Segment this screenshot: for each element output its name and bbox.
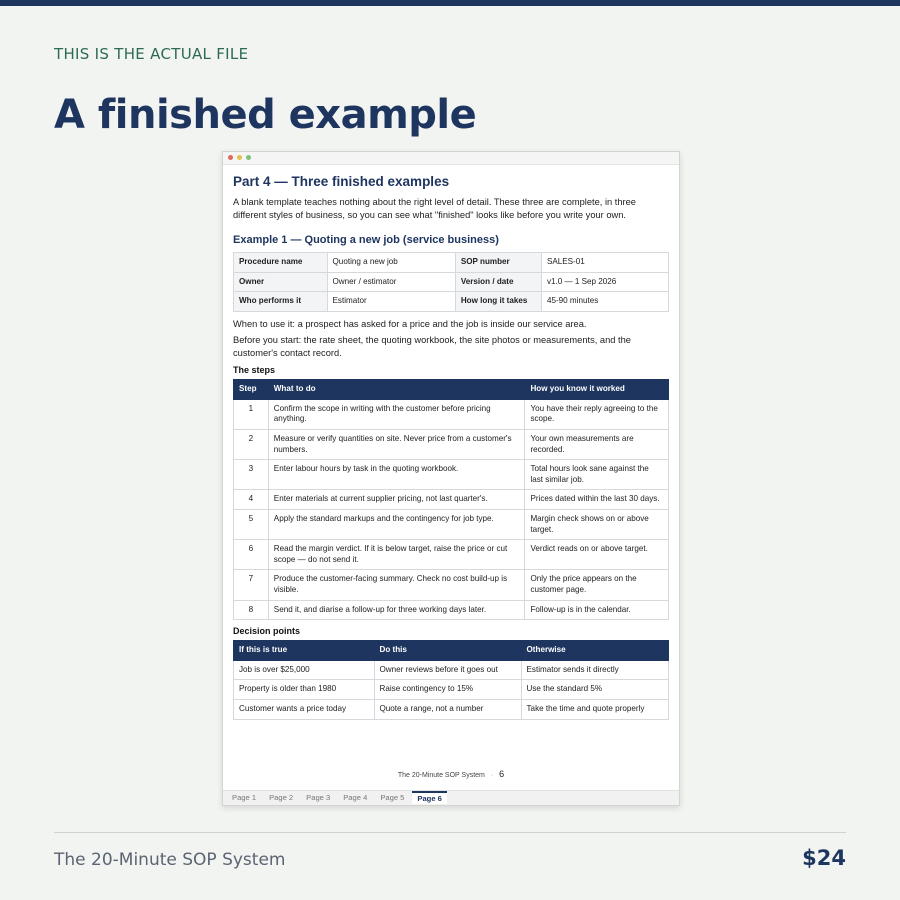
steps-heading: The steps — [233, 365, 276, 376]
before-you-start-text: Before you start: the rate sheet, the quoting workbook, the site photos or measurements, and the customer's contact record. — [233, 335, 631, 358]
column-header: Step — [234, 380, 269, 400]
step-action: Enter labour hours by task in the quoting workbook. — [268, 460, 525, 490]
page-tabs — [223, 790, 679, 805]
decision-condition: Job is over $25,000 — [234, 660, 375, 680]
step-action: Confirm the scope in writing with the customer before pricing anything. — [268, 399, 525, 429]
meta-label: Procedure name — [234, 253, 328, 273]
decision-action: Owner reviews before it goes out — [374, 660, 521, 680]
table-header-row — [234, 380, 669, 400]
intro-paragraph: A blank template teaches nothing about the right level of detail. These three are complete, in three different styles of business, so you can see what "finished" looks like before you write your own. — [233, 197, 636, 220]
step-check: Only the price appears on the customer page. — [525, 570, 669, 600]
meta-value: Estimator — [327, 292, 455, 312]
tab-page-3[interactable]: Page 3 — [306, 793, 331, 802]
decision-otherwise: Use the standard 5% — [521, 680, 668, 700]
meta-label: Version / date — [455, 272, 541, 292]
step-action: Enter materials at current supplier pricing, not last quarter's. — [268, 490, 525, 510]
decision-points-heading: Decision points — [233, 626, 301, 637]
table-row — [234, 272, 669, 292]
when-to-use-text: When to use it: a prospect has asked for a price and the job is inside our service area. — [233, 318, 587, 329]
headline: A finished example — [54, 92, 477, 138]
column-header: What to do — [268, 380, 525, 400]
meta-value: Owner / estimator — [327, 272, 455, 292]
table-row — [234, 680, 669, 700]
step-number: 4 — [234, 490, 269, 510]
step-number: 1 — [234, 399, 269, 429]
step-check: Margin check shows on or above target. — [525, 510, 669, 540]
procedure-meta-table — [233, 252, 669, 312]
window-chrome — [223, 152, 679, 165]
table-row — [234, 430, 669, 460]
decision-otherwise: Take the time and quote properly — [521, 699, 668, 719]
table-row — [234, 600, 669, 620]
step-number: 7 — [234, 570, 269, 600]
meta-label: How long it takes — [455, 292, 541, 312]
meta-value: v1.0 — 1 Sep 2026 — [541, 272, 668, 292]
meta-value: SALES-01 — [541, 253, 668, 273]
step-action: Measure or verify quantities on site. Never price from a customer's numbers. — [268, 430, 525, 460]
meta-label: Who performs it — [234, 292, 328, 312]
column-header: Otherwise — [521, 641, 668, 661]
tab-page-2[interactable]: Page 2 — [269, 793, 294, 802]
document-preview-window — [222, 151, 680, 806]
eyebrow-label: THIS IS THE ACTUAL FILE — [54, 45, 249, 63]
tab-page-5[interactable]: Page 5 — [380, 793, 405, 802]
meta-value: 45-90 minutes — [541, 292, 668, 312]
table-row — [234, 699, 669, 719]
step-check: Your own measurements are recorded. — [525, 430, 669, 460]
step-check: Follow-up is in the calendar. — [525, 600, 669, 620]
step-check: You have their reply agreeing to the scope. — [525, 399, 669, 429]
meta-value: Quoting a new job — [327, 253, 455, 273]
step-action: Apply the standard markups and the contingency for job type. — [268, 510, 525, 540]
meta-label: Owner — [234, 272, 328, 292]
table-row — [234, 490, 669, 510]
page-footer — [223, 769, 679, 779]
step-check: Verdict reads on or above target. — [525, 540, 669, 570]
table-row — [234, 292, 669, 312]
tab-page-6[interactable]: Page 6 — [412, 791, 446, 804]
steps-table — [233, 379, 669, 620]
decision-points-table — [233, 640, 669, 719]
decision-action: Quote a range, not a number — [374, 699, 521, 719]
step-action: Send it, and diarise a follow-up for three working days later. — [268, 600, 525, 620]
decision-condition: Customer wants a price today — [234, 699, 375, 719]
step-number: 8 — [234, 600, 269, 620]
table-row — [234, 399, 669, 429]
column-header: Do this — [374, 641, 521, 661]
step-number: 3 — [234, 460, 269, 490]
decision-action: Raise contingency to 15% — [374, 680, 521, 700]
close-dot-icon — [228, 155, 233, 160]
document-page — [223, 165, 679, 720]
footer-separator: · — [490, 772, 494, 779]
step-action: Produce the customer-facing summary. Check no cost build-up is visible. — [268, 570, 525, 600]
part-title: Part 4 — Three finished examples — [233, 174, 450, 189]
product-title: The 20-Minute SOP System — [54, 850, 286, 870]
table-row — [234, 253, 669, 273]
page-footer-title: The 20-Minute SOP System — [397, 772, 485, 779]
page-number: 6 — [499, 769, 505, 779]
step-number: 2 — [234, 430, 269, 460]
table-row — [234, 660, 669, 680]
table-header-row — [234, 641, 669, 661]
top-accent-bar — [0, 0, 900, 6]
tab-page-4[interactable]: Page 4 — [343, 793, 368, 802]
table-row — [234, 540, 669, 570]
maximize-dot-icon — [246, 155, 251, 160]
footer-divider — [54, 832, 846, 833]
step-check: Prices dated within the last 30 days. — [525, 490, 669, 510]
step-number: 6 — [234, 540, 269, 570]
decision-condition: Property is older than 1980 — [234, 680, 375, 700]
column-header: How you know it worked — [525, 380, 669, 400]
meta-label: SOP number — [455, 253, 541, 273]
step-action: Read the margin verdict. If it is below target, raise the price or cut scope — do not send it. — [268, 540, 525, 570]
step-number: 5 — [234, 510, 269, 540]
table-row — [234, 460, 669, 490]
tab-page-1[interactable]: Page 1 — [232, 793, 257, 802]
column-header: If this is true — [234, 641, 375, 661]
example-title: Example 1 — Quoting a new job (service business) — [233, 234, 499, 246]
decision-otherwise: Estimator sends it directly — [521, 660, 668, 680]
table-row — [234, 510, 669, 540]
product-price: $24 — [802, 846, 846, 870]
step-check: Total hours look sane against the last similar job. — [525, 460, 669, 490]
minimize-dot-icon — [237, 155, 242, 160]
table-row — [234, 570, 669, 600]
